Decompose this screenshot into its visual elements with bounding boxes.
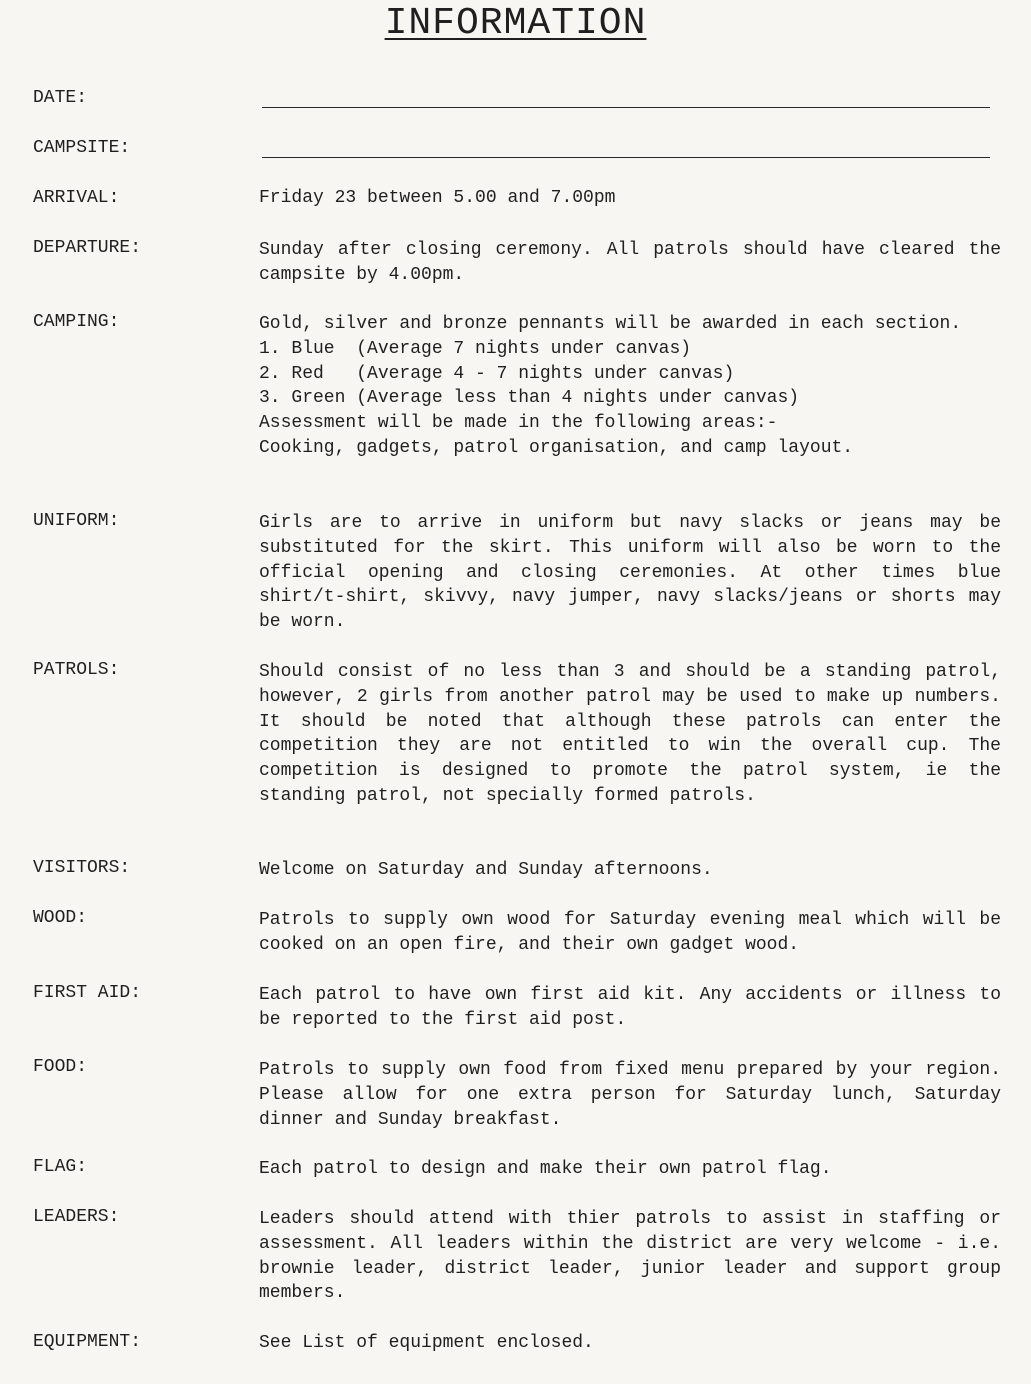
camping-level-green: 3. Green (Average less than 4 nights under canvas) [259,388,800,409]
flag-label: FLAG: [33,1157,88,1177]
arrival-text: Friday 23 between 5.00 and 7.00pm [259,188,616,208]
date-blank-line [262,107,990,108]
date-label: DATE: [33,88,88,108]
patrols-text: Should consist of no less than 3 and should be a standing patrol, however, 2 girls from another patrol may be used to make up numbers. It should be noted that although these patrols can enter the competition they are not entitled to win the overall cup. The competition is designed to promote the patrol system, ie the standing patrol, not specially formed patrols. [259,662,1001,806]
equipment-label: EQUIPMENT: [33,1332,142,1352]
patrols-label: PATROLS: [33,660,120,680]
camping-block [259,312,1001,461]
page-title: INFORMATION [384,2,647,45]
campsite-blank-line [262,157,990,158]
camping-level-red: 2. Red (Average 4 - 7 nights under canvas) [259,363,735,384]
equipment-text: See List of equipment enclosed. [259,1333,594,1353]
first-aid-label: FIRST AID: [33,983,142,1003]
wood-label: WOOD: [33,908,88,928]
wood-text: Patrols to supply own wood for Saturday evening meal which will be cooked on an open fire, and their own gadget wood. [259,910,1001,955]
flag-text: Each patrol to design and make their own patrol flag. [259,1159,832,1179]
uniform-label: UNIFORM: [33,511,120,531]
food-label: FOOD: [33,1057,88,1077]
arrival-label: ARRIVAL: [33,188,120,208]
first-aid-text: Each patrol to have own first aid kit. Any accidents or illness to be reported to the first aid post. [259,985,1001,1030]
uniform-text: Girls are to arrive in uniform but navy slacks or jeans may be substituted for the skirt. This uniform will also be worn to the official opening and closing ceremonies. At other times blue shirt/t-shirt, skivvy, navy jumper, navy slacks/jeans or shorts may be worn. [259,513,1001,633]
camping-intro: Gold, silver and bronze pennants will be awarded in each section. [259,314,962,334]
camping-label: CAMPING: [33,312,120,332]
visitors-label: VISITORS: [33,858,131,878]
camping-areas: Cooking, gadgets, patrol organisation, and camp layout. [259,437,854,458]
food-text: Patrols to supply own food from fixed menu prepared by your region. Please allow for one extra person for Saturday lunch, Saturday dinner and Sunday breakfast. [259,1060,1001,1130]
departure-label: DEPARTURE: [33,238,142,258]
campsite-label: CAMPSITE: [33,138,131,158]
departure-text: Sunday after closing ceremony. All patrols should have cleared the campsite by 4.00pm. [259,240,1001,285]
leaders-label: LEADERS: [33,1207,120,1227]
leaders-text: Leaders should attend with thier patrols to assist in staffing or assessment. All leaders within the district are very welcome - i.e. brownie leader, district leader, junior leader and support group members. [259,1209,1001,1304]
visitors-text: Welcome on Saturday and Sunday afternoons. [259,860,713,880]
camping-level-blue: 1. Blue (Average 7 nights under canvas) [259,338,692,359]
camping-assessment: Assessment will be made in the following areas:- [259,413,778,434]
